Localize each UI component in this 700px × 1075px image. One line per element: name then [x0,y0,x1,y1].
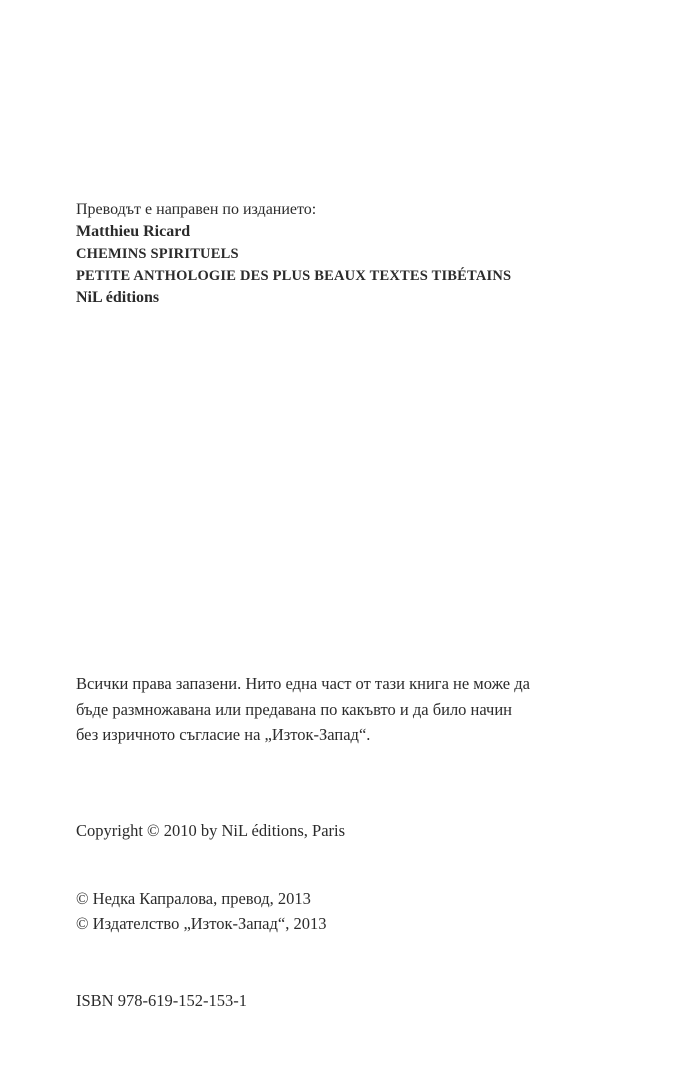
rights-line: без изричното съгласие на „Изток-Запад“. [76,725,371,744]
edition-credits [76,886,636,936]
rights-notice [76,671,636,748]
publisher-credit: © Издателство „Изток-Запад“, 2013 [76,914,327,933]
isbn-block [76,990,636,1012]
rights-line: бъде размножавана или предавана по какъвто и да било начин [76,699,513,719]
translation-credit: © Недка Капралова, превод, 2013 [76,889,311,908]
original-copyright [76,820,636,842]
original-edition-block [76,199,636,309]
isbn-number: ISBN 978-619-152-153-1 [76,991,247,1010]
original-subtitle: PETITE ANTHOLOGIE DES PLUS BEAUX TEXTES TIBÉTAINS [76,268,512,284]
original-author: Matthieu Ricard [76,223,191,240]
original-title: CHEMINS SPIRITUELS [76,246,239,262]
original-publisher: NiL éditions [76,289,160,306]
translation-source-intro: Преводът е направен по изданието: [76,201,317,218]
rights-line: Всички права запазени. Нито една част от тази книга не може да [76,674,530,693]
original-copyright-line: Copyright © 2010 by NiL éditions, Paris [76,821,346,840]
